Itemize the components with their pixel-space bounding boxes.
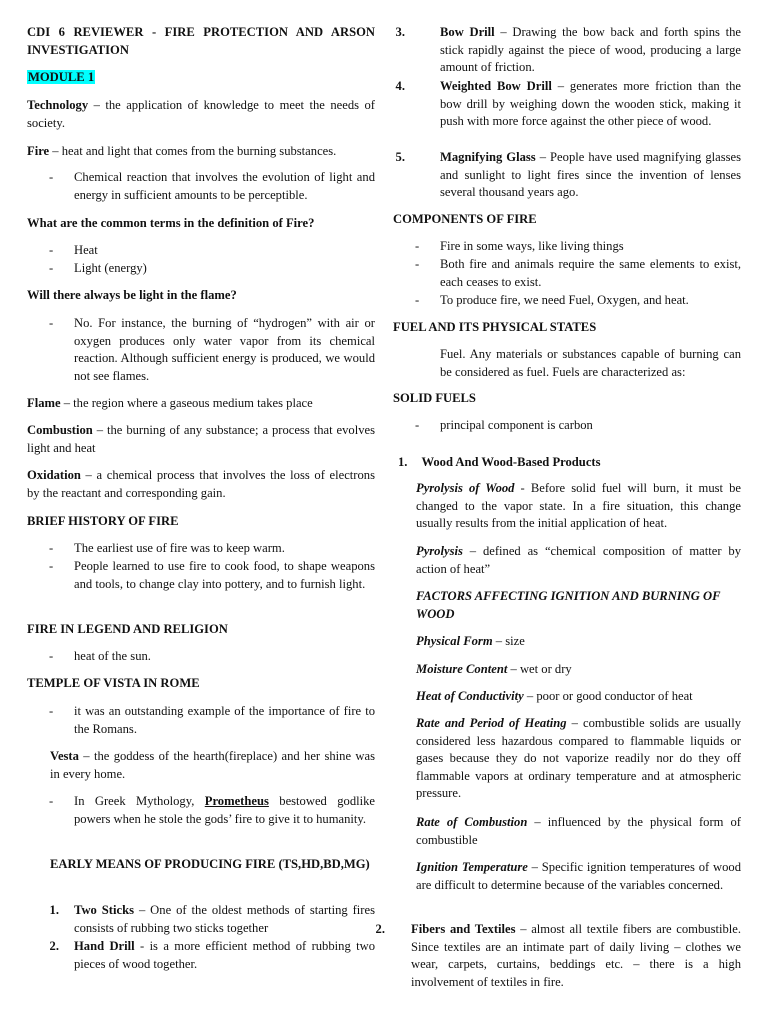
text-span: heat of the sun.: [74, 649, 151, 663]
text-span: –: [92, 423, 107, 437]
pyrolysis-of-wood-definition: [416, 480, 741, 533]
text-span: Pyrolysis of Wood: [416, 481, 515, 495]
factor-item: [416, 633, 741, 651]
text-span: Light (energy): [74, 261, 147, 275]
text-span: defined as “chemical composition of matter by action of heat”: [416, 544, 742, 576]
factor-item: [416, 859, 741, 894]
list-item: [27, 938, 375, 973]
list-item: [27, 315, 375, 385]
text-span: -: [415, 293, 420, 307]
text-span: combustible solids are usually considered less hazardous compared to flammable liquids or gases because they do not vaporize readily nor do they off flammable vapors at ordinary temperature and at atmospheric pressure.: [416, 716, 742, 801]
text-span: -: [49, 794, 54, 808]
factor-item: [416, 715, 741, 803]
module-label: MODULE 1: [28, 70, 95, 84]
list-item: [375, 921, 742, 991]
text-span: Heat: [74, 243, 98, 257]
text-span: Wood And Wood-Based Products: [421, 455, 601, 469]
text-span: generates more friction than the bow drill by weighing down the wooden stick, making it push with more force against the other piece of wood.: [440, 79, 742, 129]
text-span: Both fire and animals require the same elements to exist, each ceases to exist.: [440, 257, 741, 289]
section-heading: SOLID FUELS: [393, 391, 476, 405]
text-span: Hand Drill: [74, 939, 135, 953]
text-span: –: [527, 860, 542, 874]
list-item: [393, 238, 741, 256]
text-span: -: [49, 261, 54, 275]
text-span: –: [492, 634, 506, 648]
text-span: it was an outstanding example of the importance of fire to the Romans.: [74, 704, 375, 736]
text-span: size: [505, 634, 525, 648]
text-span: -: [49, 541, 54, 555]
text-span: 3.: [395, 25, 405, 39]
list-item: [27, 242, 375, 260]
text-span: No. For instance, the burning of “hydrogen” with air or oxygen produces only water vapor from its chemical reaction. Although sufficient energy is produced, we would not see flames.: [74, 316, 375, 383]
technology-definition: [27, 97, 375, 132]
text-span: poor or good conductor of heat: [536, 689, 693, 703]
text-span: Heat of Conductivity: [416, 689, 524, 703]
list-item: [27, 540, 375, 558]
text-span: Before solid fuel will burn, it must be changed to the vapor state. In a fire situation, this change usually results from the initial application of heat.: [416, 481, 741, 531]
text-span: Moisture Content: [416, 662, 508, 676]
text-span: –: [78, 749, 94, 763]
text-span: In Greek Mythology,: [74, 794, 205, 808]
text-span: –: [60, 396, 74, 410]
list-item: [27, 902, 375, 937]
text-span: 1.: [398, 455, 408, 469]
text-span: -: [415, 239, 420, 253]
text-span: Technology: [27, 98, 89, 112]
list-item: [393, 292, 741, 310]
text-span: -: [49, 559, 54, 573]
section-heading: EARLY MEANS OF PRODUCING FIRE (TS,HD,BD,MG): [50, 857, 370, 871]
text-span: Ignition Temperature: [416, 860, 528, 874]
section-heading: FUEL AND ITS PHYSICAL STATES: [393, 320, 597, 334]
list-item: [27, 260, 375, 278]
question-heading: What are the common terms in the definition of Fire?: [27, 216, 315, 230]
text-span: is a more efficient method of rubbing two pieces of wood together.: [74, 939, 375, 971]
text-span: –: [527, 815, 548, 829]
text-span: 2.: [375, 922, 385, 936]
question-heading: Will there always be light in the flame?: [27, 288, 237, 302]
oxidation-definition: [27, 467, 375, 502]
text-span: Specific ignition temperatures of wood are difficult to determine because of the variables concerned.: [416, 860, 741, 892]
text-span: –: [535, 150, 551, 164]
factor-item: [416, 661, 741, 679]
text-span: Magnifying Glass: [440, 150, 536, 164]
list-item: [27, 648, 375, 666]
text-span: Vesta: [50, 749, 79, 763]
list-item: [27, 169, 375, 204]
text-span: Fire in some ways, like living things: [440, 239, 624, 253]
section-heading: COMPONENTS OF FIRE: [393, 212, 537, 226]
factors-heading: FACTORS AFFECTING IGNITION AND BURNING OF WOOD: [416, 589, 721, 621]
text-span: Two Sticks: [74, 903, 134, 917]
text-span: Oxidation: [27, 468, 81, 482]
section-heading: BRIEF HISTORY OF FIRE: [27, 514, 179, 528]
text-span: 4.: [395, 79, 405, 93]
text-span: –: [523, 689, 537, 703]
text-span: Pyrolysis: [416, 544, 463, 558]
text-span: –: [507, 662, 520, 676]
text-span: Weighted Bow Drill: [440, 79, 552, 93]
vesta-definition: [50, 748, 375, 783]
text-span: the burning of any substance; a process that evolves light and heat: [27, 423, 375, 455]
text-span: –: [134, 903, 151, 917]
text-span: Combustion: [27, 423, 93, 437]
text-span: To produce fire, we need Fuel, Oxygen, and heat.: [440, 293, 689, 307]
text-span: the application of knowledge to meet the needs of society.: [27, 98, 375, 130]
text-span: the region where a gaseous medium takes place: [73, 396, 313, 410]
text-span: Physical Form: [416, 634, 493, 648]
text-span: bestowed godlike powers when he stole the gods’ fire to give it to humanity.: [74, 794, 375, 826]
text-span: One of the oldest methods of starting fires consists of rubbing two sticks together: [74, 903, 375, 935]
text-span: wet or dry: [519, 662, 572, 676]
list-item: [27, 703, 375, 738]
text-span: Chemical reaction that involves the evolution of light and energy in sufficient amounts to be perceptible.: [74, 170, 375, 202]
fire-definition: [27, 143, 375, 161]
pyrolysis-definition: [416, 543, 741, 578]
list-item: [393, 417, 741, 435]
text-span: Bow Drill: [440, 25, 495, 39]
list-item: [393, 256, 741, 291]
module-heading: [27, 69, 375, 87]
text-span: –: [49, 144, 62, 158]
text-span: –: [80, 468, 97, 482]
combustion-definition: [27, 422, 375, 457]
text-span: a chemical process that involves the loss of electrons by the reactant and corresponding gain.: [27, 468, 375, 500]
text-span: 2.: [49, 939, 59, 953]
fuel-paragraph: Fuel. Any materials or substances capable of burning can be considered as fuel. Fuels are characterized as:: [440, 347, 741, 379]
list-item: [393, 24, 741, 77]
text-span: –: [494, 25, 513, 39]
list-item: [393, 149, 741, 202]
text-span: Drawing the bow back and forth spins the stick rapidly against the piece of wood, producing a large amount of friction.: [440, 25, 742, 75]
section-heading: FIRE IN LEGEND AND RELIGION: [27, 622, 228, 636]
text-span: The earliest use of fire was to keep warm.: [74, 541, 285, 555]
text-span: People learned to use fire to cook food, to shape weapons and tools, to change clay into pottery, and to furnish light.: [74, 559, 375, 591]
text-span: Fibers and Textiles: [411, 922, 516, 936]
text-span: Flame: [27, 396, 61, 410]
text-span: -: [49, 243, 54, 257]
text-span: -: [514, 481, 531, 495]
text-span: -: [415, 257, 420, 271]
text-span: Fire: [27, 144, 50, 158]
text-span: –: [515, 922, 532, 936]
text-span: 1.: [49, 903, 59, 917]
text-span: almost all textile fibers are combustible. Since textiles are an intimate part of daily living – clothes we wear, carpets, curtains, beddings etc. – there is a high involvement of textiles in fire.: [411, 922, 742, 989]
flame-definition: [27, 395, 375, 413]
text-span: -: [49, 170, 54, 184]
text-span: –: [462, 544, 483, 558]
text-span: People have used magnifying glasses and sunlight to light fires since the invention of lenses several thousand years ago.: [440, 150, 742, 200]
text-span: 5.: [395, 150, 405, 164]
section-heading: TEMPLE OF VISTA IN ROME: [27, 676, 200, 690]
text-span: heat and light that comes from the burning substances.: [61, 144, 337, 158]
text-span: -: [49, 704, 54, 718]
list-item: [393, 78, 741, 131]
text-span: –: [551, 79, 570, 93]
text-span: –: [88, 98, 106, 112]
list-item: [27, 558, 375, 593]
text-span: -: [49, 316, 54, 330]
text-span: influenced by the physical form of combustible: [416, 815, 741, 847]
text-span: -: [415, 418, 420, 432]
text-span: the goddess of the hearth(fireplace) and her shine was in every home.: [50, 749, 376, 781]
text-span: Rate of Combustion: [416, 815, 528, 829]
text-span: principal component is carbon: [440, 418, 593, 432]
factor-item: [416, 688, 741, 706]
list-item: [27, 793, 375, 828]
text-span: -: [49, 649, 54, 663]
subsection-heading: [398, 454, 741, 472]
prometheus-link-text: Prometheus: [204, 794, 269, 808]
document-title: CDI 6 REVIEWER - FIRE PROTECTION AND ARSON INVESTIGATION: [27, 25, 375, 57]
text-span: -: [134, 939, 150, 953]
factor-item: [416, 814, 741, 849]
text-span: –: [566, 716, 584, 730]
text-span: Rate and Period of Heating: [416, 716, 567, 730]
